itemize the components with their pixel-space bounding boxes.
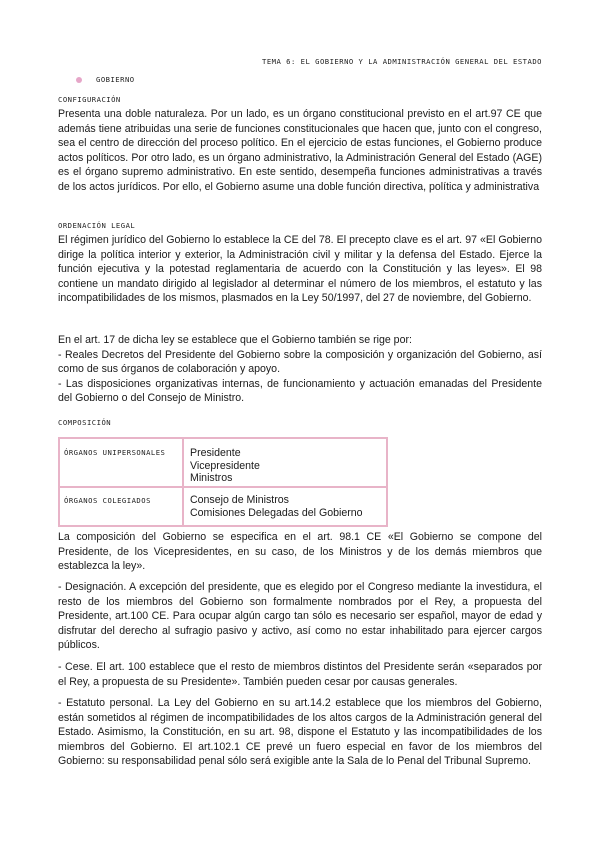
table-row-values bbox=[190, 447, 260, 485]
paragraph-configuracion: Presenta una doble naturaleza. Por un lado, es un órgano constitucional previsto en el art.97 CE que además tiene atribuidas una serie de funciones constitucionales que hacen que, junto con el congreso, sea el centro de dirección del proceso político. En el ejercicio de estas funciones, el Gobierno produce actos políticos. Por otro lado, es un órgano administrativo, la Administración General del Estado (AGE) es el órgano supremo administrativo. En este sentido, desempeña funciones administrativas a través de los actos jurídicos. Por ello, el Gobierno asume una doble función directiva, política y administrativa bbox=[58, 108, 542, 193]
section-label-composicion: COMPOSICIÓN bbox=[58, 418, 112, 427]
paragraph-composicion-1: La composición del Gobierno se especifica en el art. 98.1 CE «El Gobierno se compone del Presidente, de los Vicepresidentes, en su caso, de los Ministros y de los demás miembros que establezca la ley». bbox=[58, 531, 542, 573]
section-label-ordenacion: ORDENACIÓN LEGAL bbox=[58, 221, 136, 230]
topic-bullet bbox=[76, 75, 135, 84]
paragraph-composicion-cese: - Cese. El art. 100 establece que el resto de miembros distintos del Presidente serán «separados por el Rey, a propuesta de su Presidente». También pueden cesar por causas generales. bbox=[58, 661, 542, 688]
table-value: Comisiones Delegadas del Gobierno bbox=[190, 506, 363, 519]
composition-table bbox=[58, 437, 388, 527]
table-row bbox=[60, 439, 386, 488]
table-value: Consejo de Ministros bbox=[190, 494, 289, 506]
bullet-dot-icon bbox=[76, 77, 82, 83]
paragraph-ordenacion-item-1: - Reales Decretos del Presidente del Gobierno sobre la composición y organización del Gobierno, así como de sus órganos de colaboración y apoyo. bbox=[58, 349, 542, 376]
table-value: Presidente bbox=[190, 447, 241, 459]
table-row bbox=[60, 488, 386, 525]
table-row-values bbox=[190, 494, 363, 519]
paragraph-ordenacion-item-2: - Las disposiciones organizativas internas, de funcionamiento y actuación emanadas del Presidente del Gobierno o del Consejo de Ministro. bbox=[58, 378, 542, 405]
table-value: Ministros bbox=[190, 472, 233, 485]
paragraph-ordenacion-intro: En el art. 17 de dicha ley se establece que el Gobierno también se rige por: bbox=[58, 334, 412, 346]
topic-title: GOBIERNO bbox=[96, 75, 135, 84]
page-header-title: TEMA 6: EL GOBIERNO Y LA ADMINISTRACIÓN GENERAL DEL ESTADO bbox=[262, 57, 542, 66]
paragraph-composicion-designacion: - Designación. A excepción del presidente, que es elegido por el Congreso mediante la investidura, el resto de los miembros del Gobierno son formalmente nombrados por el Rey, a propuesta del Presidente, art.100 CE. Para ocupar algún cargo tan sólo es necesario ser español, mayor de edad y disfrutar del derecho al sufragio pasivo y activo, así como no estar inhabilitado para ejercer cargos públicos. bbox=[58, 581, 542, 652]
table-row-label: ÓRGANOS COLEGIADOS bbox=[64, 496, 151, 505]
section-label-configuracion: CONFIGURACIÓN bbox=[58, 95, 121, 104]
paragraph-composicion-estatuto: - Estatuto personal. La Ley del Gobierno en su art.14.2 establece que los miembros del Gobierno, están sometidos al régimen de incompatibilidades de los altos cargos de la Administración general del Estado. Asimismo, la Constitución, en su art. 98, dispone el Estatuto y las incompatibilidades de los miembros del Gobierno. El art.102.1 CE prevé un fuero especial en favor de los miembros del Gobierno: su responsabilidad penal sólo será exigible ante la Sala de lo Penal del Tribunal Supremo. bbox=[58, 697, 542, 768]
paragraph-ordenacion: El régimen jurídico del Gobierno lo establece la CE del 78. El precepto clave es el art. 97 «El Gobierno dirige la política interior y exterior, la Administración civil y militar y la defensa del Estado. Ejerce la función ejecutiva y la potestad reglamentaria de acuerdo con la Constitución y las leyes». El 98 contiene un mandato dirigido al legislador al determinar el número de los miembros, el estatuto y las incompatibilidades de los mismos, plasmados en la Ley 50/1997, del 27 de noviembre, del Gobierno. bbox=[58, 234, 542, 305]
table-row-label: ÓRGANOS UNIPERSONALES bbox=[64, 448, 166, 457]
table-value: Vicepresidente bbox=[190, 459, 260, 472]
